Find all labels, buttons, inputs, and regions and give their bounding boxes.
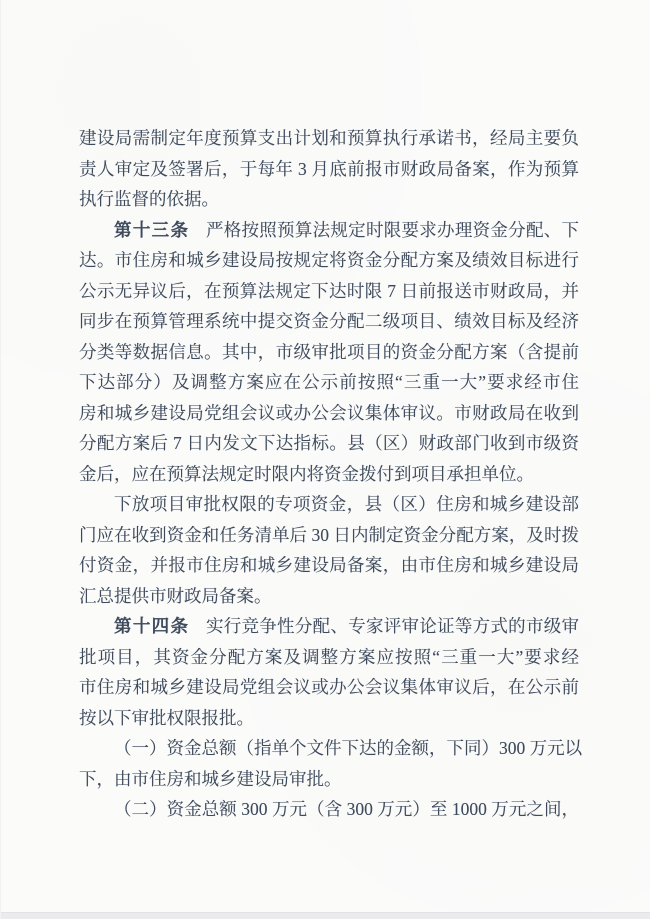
text-line: 分类等数据信息。其中，市级审批项目的资金分配方案（含提前 (79, 341, 579, 362)
text-line: 同步在预算管理系统中提交资金分配二级项目、绩效目标及经济 (79, 311, 579, 331)
text-line: 下，由市住房和城乡建设局审批。 (79, 768, 342, 789)
text-line: 付资金，并报市住房和城乡建设局备案，由市住房和城乡建设局 (79, 555, 579, 575)
text-line: 达。市住房和城乡建设局按规定将资金分配方案及绩效目标进行 (79, 250, 579, 270)
text-line: （二）资金总额 300 万元（含 300 万元）至 1000 万元之间， (114, 799, 579, 819)
text-line: 第十四条 实行竞争性分配、专家评审论证等方式的市级审 (114, 616, 579, 636)
article-number: 第十四条 (114, 616, 190, 636)
text-line: 市住房和城乡建设局党组会议或办公会议集体审议后，在公示前 (79, 677, 579, 697)
text-line: 第十三条 严格按照预算法规定时限要求办理资金分配、下 (114, 219, 579, 240)
text-line: 责人审定及签署后，于每年 3 月底前报市财政局备案，作为预算 (79, 158, 579, 179)
text-line: 批项目，其资金分配方案及调整方案应按照“三重一大”要求经 (79, 646, 579, 667)
text-line: （一）资金总额（指单个文件下达的金额，下同）300 万元以 (114, 738, 583, 758)
text-line: 下放项目审批权限的专项资金，县（区）住房和城乡建设部 (114, 494, 579, 514)
text-line: 金后，应在预算法规定时限内将资金拨付到项目承担单位。 (79, 463, 534, 484)
text-line: 房和城乡建设局党组会议或办公会议集体审议。市财政局在收到 (79, 402, 579, 423)
text-line: 按以下审批权限报批。 (79, 707, 254, 728)
article-number: 第十三条 (114, 219, 190, 240)
text-line: 公示无异议后，在预算法规定下达时限 7 日前报送市财政局，并 (79, 280, 579, 301)
document-text-block (79, 123, 583, 825)
text-line: 门应在收到资金和任务清单后 30 日内制定资金分配方案，及时拨 (79, 524, 579, 545)
text-line: 汇总提供市财政局备案。 (79, 585, 272, 606)
text-line: 下达部分）及调整方案应在公示前按照“三重一大”要求经市住 (79, 372, 579, 392)
text-line: 执行监督的依据。 (79, 189, 219, 209)
page-bottom-edge (1, 912, 650, 919)
text-line: 分配方案后 7 日内发文下达指标。县（区）财政部门收到市级资 (79, 433, 579, 453)
text-line: 建设局需制定年度预算支出计划和预算执行承诺书，经局主要负 (79, 128, 579, 148)
